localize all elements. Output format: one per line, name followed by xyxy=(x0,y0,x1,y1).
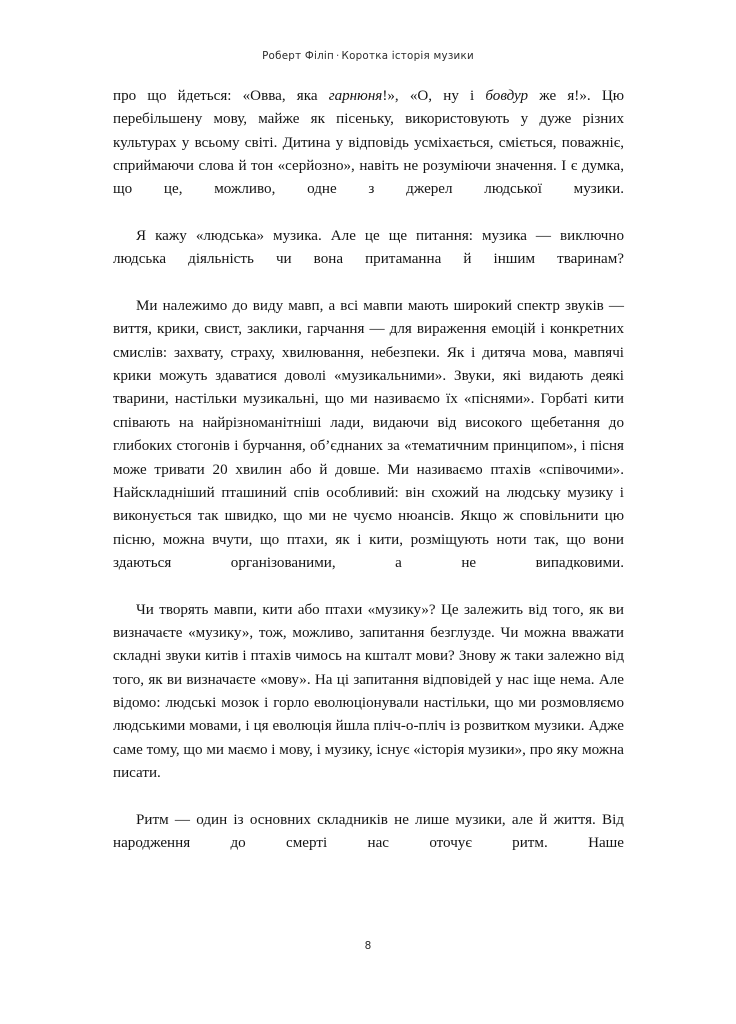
body-text: Я кажу «людська» музика. Але це ще питання: музика — виключно людська діяльність чи вона притаманна й іншим тваринам? xyxy=(113,228,624,268)
paragraph xyxy=(113,85,624,225)
body-text: же я!». Цю перебільшену мову, майже як пісеньку, використовують у дуже різних культурах у всьому світі. Дитина у відповідь усміхається, сміється, поважніє, сприймаючи слова й тон «серйозно», навіть не розуміючи значення. І є думка, що це, можливо, одне з джерел людської музики. xyxy=(113,88,625,198)
paragraph xyxy=(113,809,624,879)
page-folio xyxy=(0,940,736,952)
paragraph xyxy=(113,225,624,295)
body-text-block xyxy=(113,85,624,879)
paragraph xyxy=(113,599,624,809)
running-head-separator: · xyxy=(336,50,340,62)
body-text: Ритм — один із основних складників не лише музики, але й життя. Від народження до смерті нас оточує ритм. Наше xyxy=(113,811,624,851)
emphasis-text: бовдур xyxy=(485,88,529,104)
running-head xyxy=(0,50,736,62)
emphasis-text: гарнюня xyxy=(328,88,383,104)
body-text: Ми належимо до виду мавп, а всі мавпи мають широкий спектр звуків — виття, крики, свист, заклики, гарчання — для вираження емоцій і конкретних смислів: захвату, страху, хвилювання, небезпеки. Як і дитяча мова, мавпячі крики можуть здаватися доволі «музикальними». Звуки, які видають деякі тварини, настільки музикальні, що ми називаємо їх «піснями». Горбаті кити співають на найрізноманітніші лади, видаючи від високого щебетання до глибоких стогонів і бурчання, об’єднаних за «тематичним принципом», і пісня може тривати 20 хвилин або й довше. Ми називаємо птахів «співочими». Найскладніший пташиний спів особливий: він схожий на людську музику і виконується так швидко, що ми не чуємо нюансів. Якщо ж сповільнити цю пісню, можна вчути, що птахи, як і кити, розміщують ноти так, що вони здаються організованими, а не випадковими. xyxy=(113,298,624,571)
body-text: Чи творять мавпи, кити або птахи «музику»? Це залежить від того, як ви визначаєте «музику», тож, можливо, запитання безглузде. Чи можна вважати складні звуки китів і птахів чимось на кшталт мови? Знову ж таки залежно від того, як ви визначаєте «мову». На ці запитання відповідей у нас іще нема. Але відомо: людські мозок і горло еволюціонували настільки, що ми розмовляємо людськими мовами, і ця еволюція йшла пліч-о-пліч із розвитком музики. Адже саме тому, що ми маємо і мову, і музику, існує «історія музики», про яку можна писати. xyxy=(113,601,624,781)
paragraph xyxy=(113,295,624,598)
body-text: про що йдеться: «Овва, яка xyxy=(113,88,329,104)
running-head-book-title: Коротка історія музики xyxy=(341,50,474,62)
body-text: !», «О, ну і xyxy=(382,88,486,104)
running-head-author: Роберт Філіп xyxy=(262,50,334,62)
page-number: 8 xyxy=(364,940,372,952)
